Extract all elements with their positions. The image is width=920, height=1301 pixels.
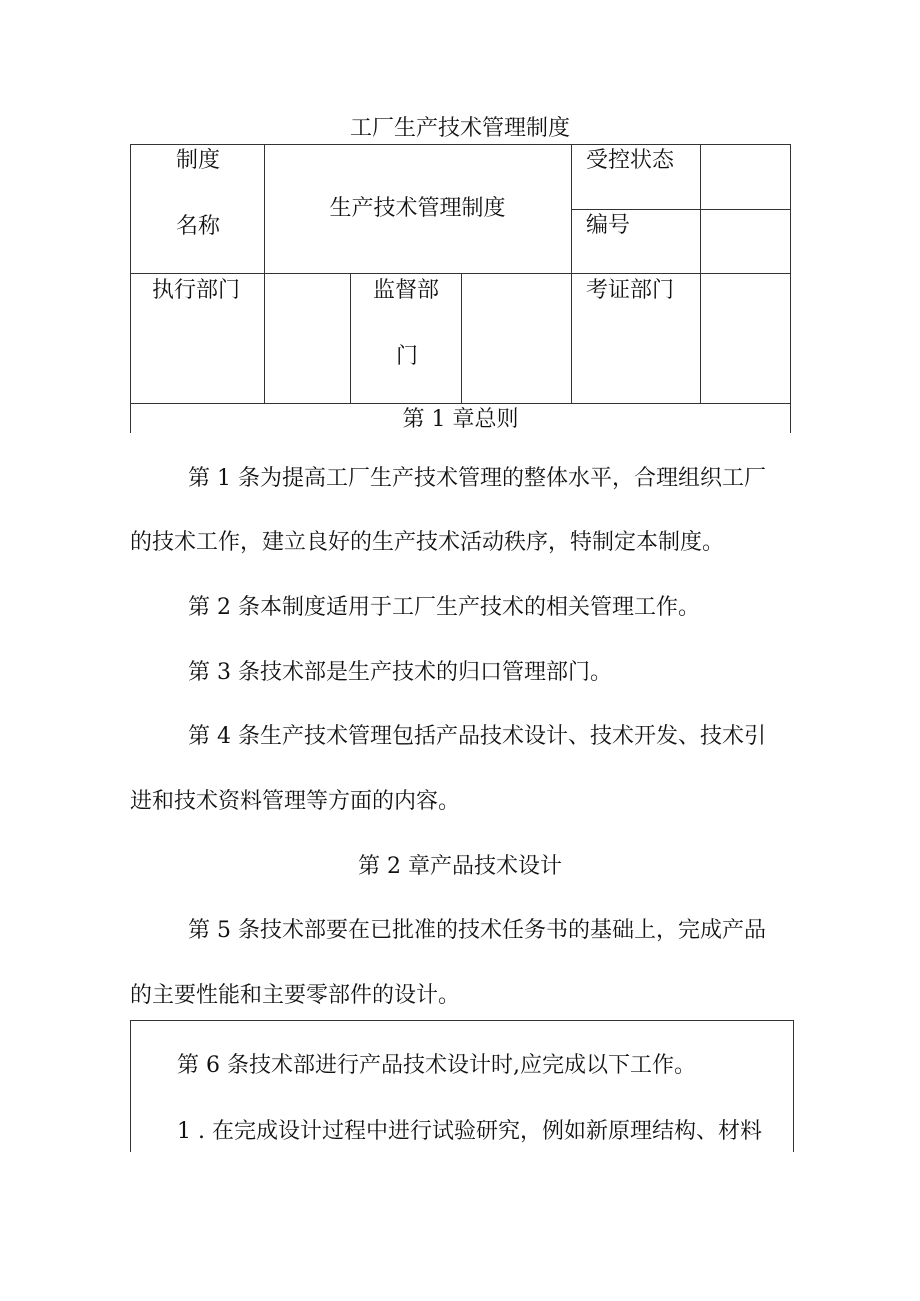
article-6: 第 6 条技术部进行产品技术设计时,应完成以下工作。: [177, 1053, 696, 1078]
audit-dept-label: 考证部门: [586, 278, 675, 303]
number-label: 编号: [586, 213, 631, 238]
chapter2-heading: 第 2 章产品技术设计: [358, 854, 562, 879]
box-border-left: [130, 1020, 131, 1152]
table-border-left: [130, 144, 131, 433]
supervise-dept-label-line1: 监督部: [373, 278, 440, 303]
article-1-line1: 第 1 条为提高工厂生产技术管理的整体水平，合理组织工厂: [188, 466, 766, 491]
exec-dept-label: 执行部门: [152, 278, 241, 303]
control-status-label: 受控状态: [586, 148, 675, 173]
table-border-right: [790, 144, 791, 433]
table-border-top: [130, 144, 791, 145]
box-border-top: [130, 1020, 794, 1021]
name-label-line2: 名称: [176, 214, 221, 239]
supervise-dept-label-line2: 门: [396, 344, 419, 369]
article-1-line2: 的技术工作，建立良好的生产技术活动秩序，特制定本制度。: [130, 530, 725, 555]
article-3: 第 3 条技术部是生产技术的归口管理部门。: [188, 660, 612, 685]
document-title: 工厂生产技术管理制度: [349, 116, 570, 141]
table-divider-row3: [130, 403, 791, 404]
article-2: 第 2 条本制度适用于工厂生产技术的相关管理工作。: [188, 595, 700, 620]
chapter1-heading: 第 1 章总则: [402, 407, 519, 432]
table-col-line-2: [350, 273, 351, 403]
article-4-line2: 进和技术资料管理等方面的内容。: [130, 789, 461, 814]
article-5-line1: 第 5 条技术部要在已批准的技术任务书的基础上，完成产品: [188, 918, 766, 943]
article-6-item-1: 1 . 在完成设计过程中进行试验研究，例如新原理结构、材料: [177, 1119, 762, 1144]
table-col-line-1: [264, 144, 265, 403]
table-divider-control-number: [571, 209, 791, 210]
table-col-line-4: [571, 144, 572, 403]
article-4-line1: 第 4 条生产技术管理包括产品技术设计、技术开发、技术引: [188, 724, 766, 749]
article-5-line2: 的主要性能和主要零部件的设计。: [130, 983, 461, 1008]
table-col-line-5: [700, 144, 701, 403]
name-label-line1: 制度: [176, 148, 221, 173]
box-border-right: [793, 1020, 794, 1152]
name-value: 生产技术管理制度: [329, 196, 506, 221]
table-col-line-3: [461, 273, 462, 403]
